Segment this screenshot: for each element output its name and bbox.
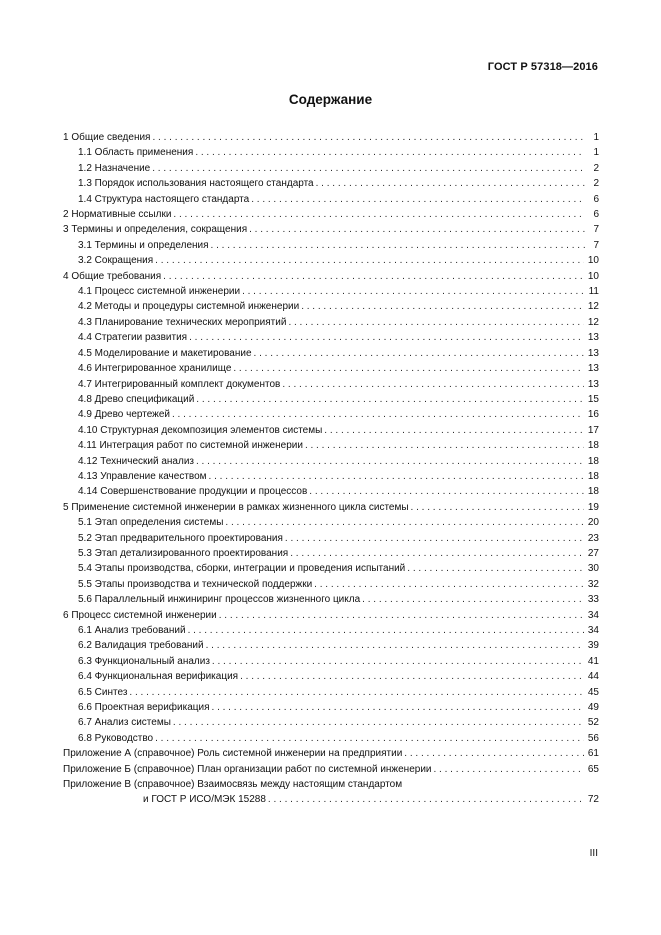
toc-entry-title: 5.2 Этап предварительного проектирования <box>78 532 283 544</box>
toc-leader-dots <box>155 731 584 746</box>
toc-entry-page: 1 <box>593 147 599 159</box>
toc-leader-dots <box>155 253 584 268</box>
toc-entry[interactable] <box>63 685 599 700</box>
toc-entry-page: 15 <box>587 393 599 405</box>
toc-leader-dots <box>211 238 585 253</box>
toc-entry[interactable] <box>63 577 599 592</box>
toc-entry-title: 4.4 Стратегии развития <box>78 332 188 344</box>
toc-entry-title: 1.2 Назначение <box>78 162 151 174</box>
toc-leader-dots <box>314 577 584 592</box>
toc-entry[interactable] <box>63 284 599 299</box>
toc-entry-title: 4.11 Интеграция работ по системной инженерии <box>78 440 303 452</box>
toc-leader-dots <box>172 407 584 422</box>
toc-entry[interactable] <box>63 438 599 453</box>
toc-entry-page: 18 <box>587 470 599 482</box>
toc-entry-page: 44 <box>587 671 599 683</box>
toc-entry[interactable] <box>63 531 599 546</box>
toc-leader-dots <box>362 592 584 607</box>
toc-entry[interactable] <box>63 469 599 484</box>
toc-entry-page: 18 <box>587 440 599 452</box>
toc-leader-dots <box>254 346 584 361</box>
toc-entry[interactable] <box>63 654 599 669</box>
toc-entry-page: 23 <box>587 532 599 544</box>
toc-entry-title: 6.8 Руководство <box>78 732 154 744</box>
toc-entry-title: 6 Процесс системной инженерии <box>63 609 217 621</box>
toc-entry-page: 16 <box>587 409 599 421</box>
toc-entry-page: 32 <box>587 578 599 590</box>
toc-leader-dots <box>301 299 584 314</box>
toc-entry[interactable] <box>63 700 599 715</box>
toc-leader-dots <box>268 792 584 807</box>
toc-entry-title: 5.5 Этапы производства и технической поддержки <box>78 578 313 590</box>
toc-entry-page: 33 <box>587 594 599 606</box>
toc-leader-dots <box>242 284 585 299</box>
toc-leader-dots <box>209 469 584 484</box>
toc-leader-dots <box>195 145 585 160</box>
toc-entry-title: 3 Термины и определения, сокращения <box>63 224 248 236</box>
toc-entry-title: 5.6 Параллельный инжиниринг процессов жизненного цикла <box>78 594 361 606</box>
toc-leader-dots <box>196 454 584 469</box>
toc-entry[interactable] <box>63 623 599 638</box>
toc-entry-title: 4.7 Интегрированный комплект документов <box>78 378 281 390</box>
toc-leader-dots <box>233 361 584 376</box>
toc-leader-dots <box>282 377 584 392</box>
toc-entry-page: 10 <box>587 255 599 267</box>
toc-leader-dots <box>285 531 584 546</box>
toc-entry-title: 4.6 Интегрированное хранилище <box>78 363 232 375</box>
toc-entry[interactable] <box>63 161 599 176</box>
toc-entry-title: 4.8 Древо спецификаций <box>78 393 195 405</box>
toc-entry-continuation <box>63 792 599 807</box>
toc-entry-page: 6 <box>593 209 599 221</box>
toc-entry-appendix-v[interactable] <box>63 777 599 808</box>
toc-leader-dots <box>212 654 584 669</box>
toc-entry-title: 1 Общие сведения <box>63 132 151 143</box>
toc-entry-title: Приложение В (справочное) Взаимосвязь между настоящим стандартом <box>63 779 403 791</box>
toc-entry[interactable] <box>63 222 599 237</box>
toc-entry-page: 13 <box>587 363 599 375</box>
toc-leader-dots <box>251 192 585 207</box>
toc-entry-title: 3.2 Сокращения <box>78 255 154 267</box>
toc-entry-title: Приложение А (справочное) Роль системной инженерии на предприятии <box>63 748 403 760</box>
toc-entry-title: 1.1 Область применения <box>78 147 194 159</box>
toc-entry-title: 5 Применение системной инженерии в рамках жизненного цикла системы <box>63 501 409 513</box>
page-number: III <box>589 848 598 859</box>
toc-leader-dots <box>212 700 584 715</box>
toc-leader-dots <box>188 623 584 638</box>
toc-entry-page: 72 <box>587 794 599 806</box>
toc-entry-page: 6 <box>593 193 599 205</box>
toc-leader-dots <box>173 715 584 730</box>
toc-entry-page: 56 <box>587 732 599 744</box>
toc-leader-dots <box>173 207 585 222</box>
toc-entry-page: 13 <box>587 378 599 390</box>
toc-entry[interactable] <box>63 454 599 469</box>
toc-entry-page: 10 <box>587 270 599 282</box>
toc-entry[interactable] <box>63 207 599 222</box>
toc-entry[interactable] <box>63 500 599 515</box>
toc-entry-title: 6.1 Анализ требований <box>78 625 186 636</box>
toc-entry[interactable] <box>63 176 599 191</box>
table-of-contents <box>63 130 599 808</box>
toc-entry-title: 5.1 Этап определения системы <box>78 517 224 529</box>
toc-entry[interactable] <box>63 192 599 207</box>
toc-entry-title: 6.3 Функциональный анализ <box>78 655 210 667</box>
toc-entry-page: 61 <box>587 748 599 760</box>
toc-entry-page: 18 <box>587 486 599 498</box>
toc-entry-title: 4.10 Структурная декомпозиция элементов системы <box>78 424 323 436</box>
toc-entry[interactable] <box>63 269 599 284</box>
toc-entry[interactable] <box>63 484 599 499</box>
toc-entry[interactable] <box>63 731 599 746</box>
toc-entry-page: 20 <box>587 517 599 529</box>
toc-entry-page: 7 <box>593 224 599 236</box>
toc-leader-dots <box>407 561 584 576</box>
toc-entry-title: 4.2 Методы и процедуры системной инженерии <box>78 301 300 313</box>
toc-entry-page: 2 <box>593 178 599 190</box>
toc-leader-dots <box>163 269 584 284</box>
toc-entry-page: 17 <box>587 424 599 436</box>
toc-leader-dots <box>309 484 584 499</box>
toc-entry-title: 4.3 Планирование технических мероприятий <box>78 316 287 328</box>
toc-entry-page: 12 <box>587 316 599 328</box>
toc-entry-page: 11 <box>588 286 599 298</box>
toc-leader-dots <box>152 130 585 145</box>
toc-leader-dots <box>240 669 584 684</box>
toc-entry-page: 7 <box>593 239 599 251</box>
toc-leader-dots <box>305 438 584 453</box>
toc-entry-page: 13 <box>587 347 599 359</box>
toc-entry[interactable] <box>63 130 599 145</box>
toc-title: Содержание <box>288 92 373 107</box>
toc-entry-title: 6.4 Функциональная верификация <box>78 671 239 683</box>
toc-leader-dots <box>129 685 583 700</box>
toc-entry-title: 1.3 Порядок использования настоящего стандарта <box>78 178 314 190</box>
toc-leader-dots <box>196 392 584 407</box>
toc-entry-title: 4.5 Моделирование и макетирование <box>78 347 252 359</box>
toc-entry[interactable] <box>63 145 599 160</box>
toc-entry[interactable] <box>63 608 599 623</box>
toc-entry-title-cont: и ГОСТ Р ИСО/МЭК 15288 <box>143 794 266 806</box>
toc-entry[interactable] <box>63 762 599 777</box>
toc-entry[interactable] <box>63 253 599 268</box>
toc-entry[interactable] <box>63 330 599 345</box>
toc-entry[interactable] <box>63 746 599 761</box>
toc-entry[interactable] <box>63 515 599 530</box>
toc-entry-page: 18 <box>587 455 599 467</box>
toc-entry-page: 13 <box>587 332 599 344</box>
toc-entry-title: 4 Общие требования <box>63 270 162 282</box>
toc-leader-dots <box>225 515 583 530</box>
toc-entry-title: 5.4 Этапы производства, сборки, интеграции и проведения испытаний <box>78 563 406 575</box>
toc-leader-dots <box>290 546 584 561</box>
toc-entry-page: 41 <box>587 655 599 667</box>
toc-entry-title: 5.3 Этап детализированного проектирования <box>78 547 289 559</box>
toc-entry[interactable] <box>63 392 599 407</box>
toc-entry-page: 34 <box>587 609 599 621</box>
toc-entry-page: 1 <box>593 132 599 143</box>
toc-entry-title: 1.4 Структура настоящего стандарта <box>78 193 250 205</box>
toc-entry-title: 6.7 Анализ системы <box>78 717 171 729</box>
toc-entry-page: 12 <box>587 301 599 313</box>
toc-entry[interactable] <box>63 546 599 561</box>
toc-entry-title: 4.12 Технический анализ <box>78 455 194 467</box>
toc-entry[interactable] <box>63 561 599 576</box>
toc-entry-page: 30 <box>587 563 599 575</box>
toc-leader-dots <box>189 330 584 345</box>
toc-entry-page: 2 <box>593 162 599 174</box>
toc-entry-title: 4.1 Процесс системной инженерии <box>78 286 241 298</box>
toc-entry[interactable] <box>63 669 599 684</box>
toc-leader-dots <box>288 315 583 330</box>
toc-entry-title: 3.1 Термины и определения <box>78 239 209 251</box>
toc-entry-page: 45 <box>587 686 599 698</box>
toc-entry-title: 6.2 Валидация требований <box>78 640 204 652</box>
standard-number: ГОСТ Р 57318—2016 <box>487 61 598 73</box>
toc-entry-page: 52 <box>587 717 599 729</box>
toc-entry[interactable] <box>63 238 599 253</box>
toc-entry-title: 6.6 Проектная верификация <box>78 702 210 714</box>
toc-leader-dots <box>324 423 584 438</box>
toc-entry-title: 4.14 Совершенствование продукции и процессов <box>78 486 308 498</box>
toc-entry[interactable] <box>63 423 599 438</box>
toc-leader-dots <box>316 176 585 191</box>
toc-entry-page: 65 <box>587 763 599 775</box>
toc-leader-dots <box>152 161 585 176</box>
toc-entry[interactable] <box>63 315 599 330</box>
toc-entry-title: 4.13 Управление качеством <box>78 470 207 482</box>
toc-entry[interactable] <box>63 377 599 392</box>
toc-leader-dots <box>404 746 584 761</box>
toc-entry-page: 39 <box>587 640 599 652</box>
toc-entry-page: 49 <box>587 702 599 714</box>
toc-entry-title: 2 Нормативные ссылки <box>63 209 172 221</box>
toc-entry-page: 34 <box>587 625 599 636</box>
toc-entry[interactable] <box>63 361 599 376</box>
toc-entry[interactable] <box>63 407 599 422</box>
toc-entry[interactable] <box>63 299 599 314</box>
toc-entry[interactable] <box>63 638 599 653</box>
toc-entry-title: 6.5 Синтез <box>78 686 128 698</box>
toc-entry-page: 19 <box>587 501 599 513</box>
toc-leader-dots <box>434 762 584 777</box>
toc-entry-page: 27 <box>587 547 599 559</box>
toc-entry[interactable] <box>63 715 599 730</box>
toc-entry-title: 4.9 Древо чертежей <box>78 409 170 421</box>
toc-entry-title: Приложение Б (справочное) План организации работ по системной инженерии <box>63 763 432 775</box>
toc-leader-dots <box>219 608 584 623</box>
toc-entry[interactable] <box>63 592 599 607</box>
toc-leader-dots <box>206 638 584 653</box>
toc-entry[interactable] <box>63 346 599 361</box>
toc-leader-dots <box>249 222 585 237</box>
toc-leader-dots <box>411 500 584 515</box>
